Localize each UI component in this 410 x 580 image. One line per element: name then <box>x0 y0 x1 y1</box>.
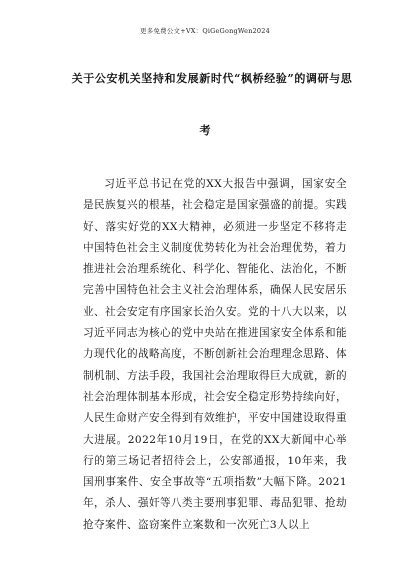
document-body <box>83 174 347 536</box>
body-paragraph-1: 习近平总书记在党的XX大报告中强调，国家安全是民族复兴的根基，社会稳定是国家强盛的前提。实践好、落实好党的XX大精神，必须进一步坚定不移将走中国特色社会主义制度优势转化为社会治理优势，着力推进社会治理系统化、科学化、智能化、法治化，不断完善中国特色社会主义社会治理体系，确保人民安居乐业、社会安定有序国家长治久安。党的十八大以来，以习近平同志为核心的党中央站在推进国家安全体系和能力现代化的战略高度，不断创新社会治理理念思路、体制机制、方法手段，我国社会治理取得巨大成就，新的社会治理体制基本形成，社会安全稳定形势持续向好，人民生命财产安全得到有效维护，平安中国建设取得重大进展。2022年10月19日，在党的XX大新闻中心举行的第三场记者招待会上，公安部通报，10年来，我国刑事案件、安全事故等“五项指数”大幅下降。2021年，杀人、强奸等八类主要刑事犯罪、毒品犯罪、抢劫抢夺案件、盗窃案件立案数和一次死亡3人以上 <box>83 178 347 531</box>
header-note: 更多免费公文+VX：QiGeGongWen2024 <box>140 27 270 35</box>
document-title-line-2: 考 <box>199 124 211 137</box>
document-title-line-1: 关于公安机关坚持和发展新时代“枫桥经验”的调研与思 <box>71 72 353 85</box>
